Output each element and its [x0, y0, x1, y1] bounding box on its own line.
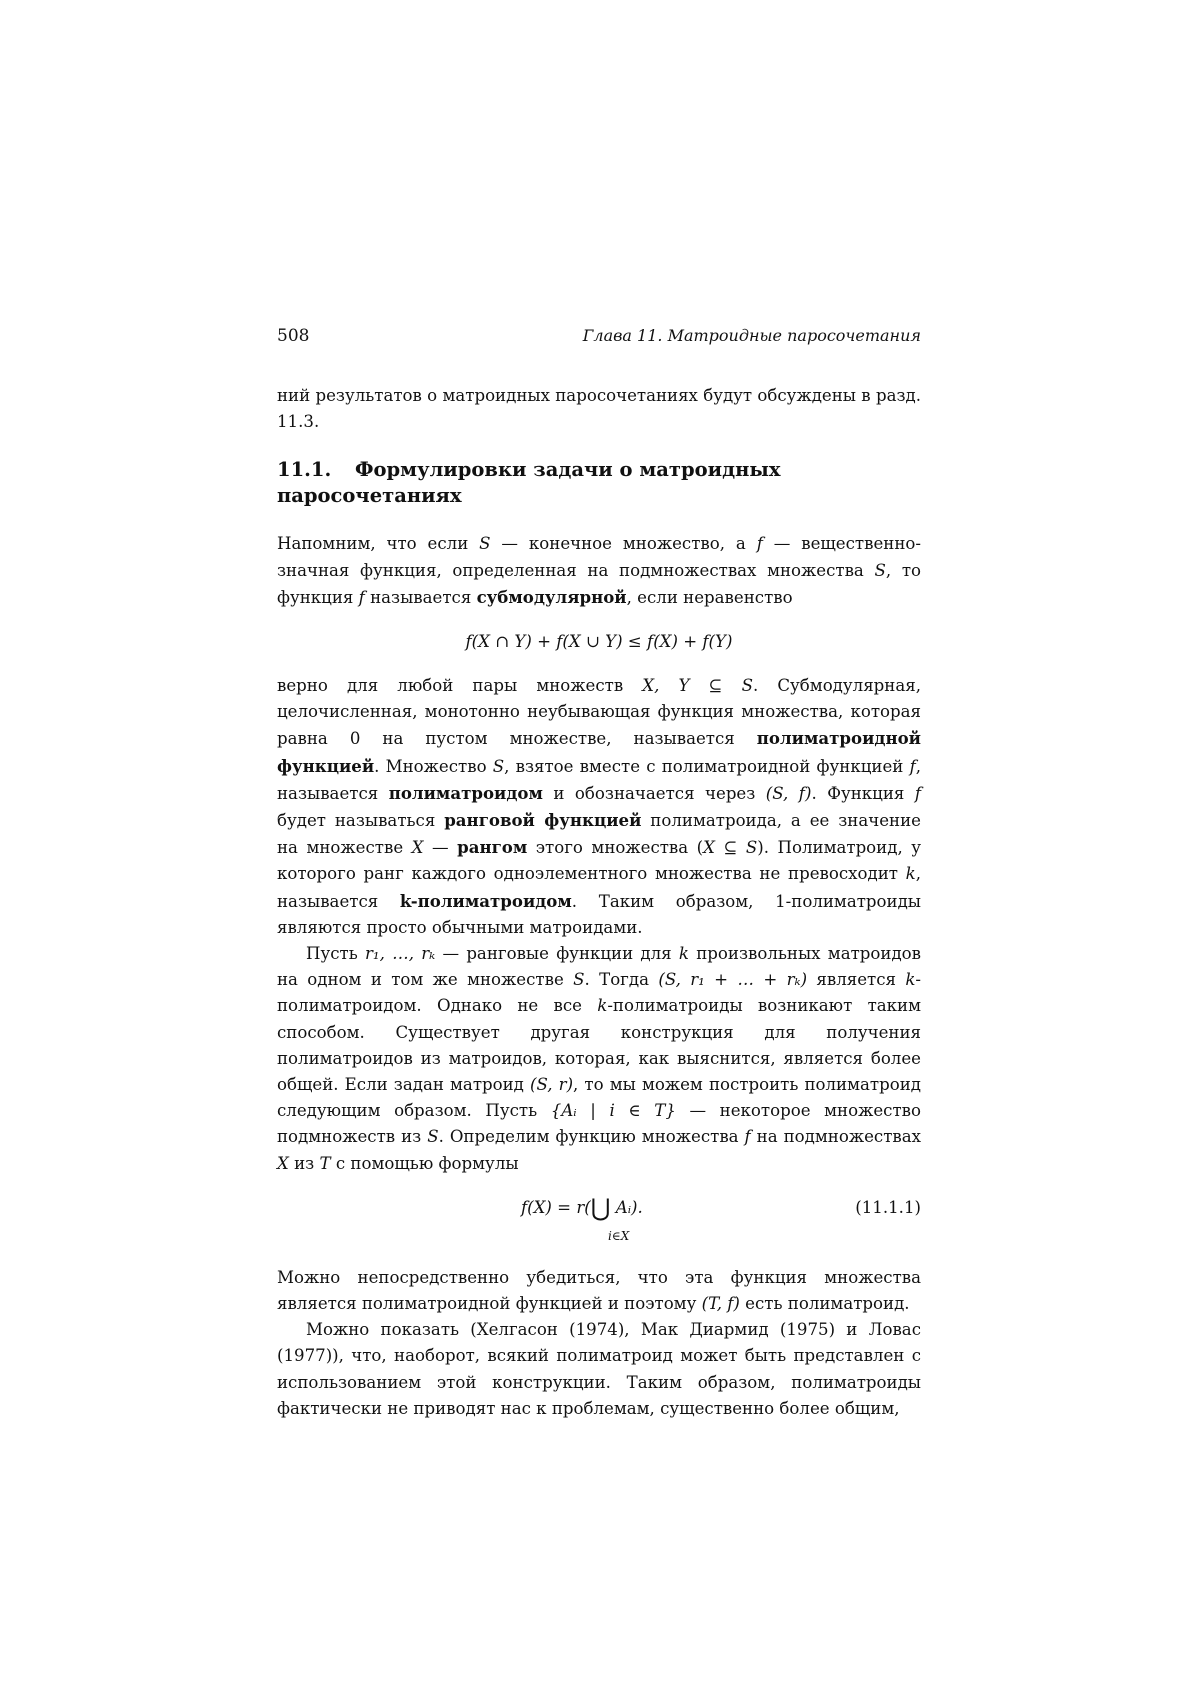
text-run: . Таким образом, 1-полиматроиды являются просто обычными матроидами.	[277, 891, 922, 937]
text-run: и обозначается через	[542, 783, 766, 803]
paragraph-verify	[277, 1265, 921, 1317]
text-run: , то мы можем построить полиматроид следующим образом. Пусть	[277, 1075, 921, 1121]
defined-term: полиматроидом	[388, 782, 543, 803]
text-run: с помощью формулы	[330, 1153, 519, 1173]
math-symbol: f	[756, 534, 763, 554]
math-symbol: S	[492, 756, 505, 776]
union-subscript: i∈X	[608, 1228, 630, 1243]
text-run: есть полиматроид.	[739, 1294, 910, 1314]
text-run: Напомним, что если	[277, 534, 480, 554]
math-symbol: k	[678, 944, 689, 964]
text-run: из	[288, 1153, 320, 1173]
text-run: этого множества (	[527, 838, 704, 858]
math-symbol: f	[358, 587, 365, 607]
text-run: Можно непосредственно убедиться, что эта функция множества является полиматроидной функцией и поэтому	[277, 1267, 921, 1314]
defined-term: рангом	[457, 837, 528, 858]
paragraph-submodular	[277, 531, 921, 611]
defined-term: полиматроидной функцией	[277, 728, 921, 776]
section-title: Формулировки задачи о матроидных паросочетаниях	[277, 458, 781, 508]
math-symbol: k	[905, 970, 916, 990]
text-run: является	[807, 970, 906, 990]
math-symbol: S	[573, 970, 585, 990]
text-run: -полиматроидом. Однако не все	[277, 970, 922, 1016]
body-text	[277, 383, 921, 1422]
math-symbol: X	[277, 1153, 289, 1173]
equation-number: (11.1.1)	[855, 1197, 921, 1217]
text-run: -полиматроиды возникают таким способом. Существует другая конструкция для получения полиматроидов из матроидов, которая, как выяснится, является более общей. Если задан матроид	[277, 996, 921, 1095]
paragraph-representation: Можно показать (Хелгасон (1974), Мак Диармид (1975) и Ловас (1977)), что, наоборот, всякий полиматроид может быть представлен с использованием этой конструкции. Таким образом, полиматроиды фактически не приводят нас к проблемам, существенно более общим,	[277, 1320, 921, 1418]
math-expr: {Aᵢ | i ∈ T}	[550, 1101, 676, 1121]
defined-term: ранговой функцией	[444, 810, 642, 831]
text-run: полиматроида, а ее значение на множестве	[277, 811, 921, 858]
text-run: , называется	[277, 864, 921, 911]
math-symbol: f	[744, 1127, 751, 1147]
math-symbol: f	[914, 783, 922, 803]
text-run: верно для любой пары множеств	[277, 676, 643, 696]
math-symbol: T	[319, 1153, 331, 1173]
math-expr: (S, r₁ + … + rₖ)	[658, 970, 808, 990]
text-run: —	[423, 838, 458, 858]
text-run: , называется	[277, 756, 921, 803]
defined-term: k-полиматроидом	[399, 890, 572, 911]
text-run: — некоторое множество подмножеств из	[277, 1101, 921, 1147]
section-heading	[277, 457, 921, 509]
text-run: , если неравенство	[626, 587, 793, 607]
math-symbol: f	[909, 756, 916, 776]
text-run: . Субмодулярная, целочисленная, монотонно неубывающая функция множества, которая равна 0 на пустом множестве, называется	[277, 676, 921, 749]
math-symbol: S	[479, 534, 491, 554]
math-expr: (S, r)	[530, 1075, 574, 1095]
page-number: 508	[277, 326, 310, 346]
math-symbol: S	[874, 560, 886, 580]
math-symbol: X	[411, 838, 424, 858]
running-title: Глава 11. Матроидные паросочетания	[582, 326, 921, 345]
formula-expression	[521, 1195, 643, 1221]
text-run: . Тогда	[584, 970, 659, 990]
text-run: . Функция	[811, 783, 915, 803]
running-head	[277, 326, 921, 352]
text-run: . Определим функцию множества	[438, 1127, 745, 1147]
book-page	[277, 0, 921, 1684]
math-symbol: S	[427, 1127, 439, 1147]
text-run: называется	[364, 587, 477, 607]
math-symbol: k	[905, 864, 916, 884]
math-expr: X, Y ⊆ S	[642, 676, 753, 696]
text-run: — конечное множество, а	[490, 534, 757, 554]
formula-left: f(X) = r(	[521, 1197, 591, 1217]
paragraph-polymatroid	[277, 673, 921, 941]
math-expr: r₁, …, rₖ	[365, 944, 436, 964]
union-symbol: ⋃	[590, 1193, 611, 1222]
text-run: будет называться	[277, 811, 445, 831]
paragraph-rank-functions	[277, 941, 921, 1177]
text-run: — вещественно-значная функция, определенная на подмножествах множества	[277, 534, 921, 580]
defined-term: субмодулярной	[476, 586, 627, 607]
text-run: . Множество	[374, 756, 493, 776]
math-symbol: k	[597, 996, 608, 1016]
math-expr: (S, f)	[765, 783, 812, 803]
formula-11-1-1	[277, 1191, 921, 1253]
math-expr: X ⊆ S	[703, 838, 758, 858]
text-run: ). Полиматроид, у которого ранг каждого одноэлементного множества не превосходит	[277, 838, 921, 884]
submodular-inequality: f(X ∩ Y) + f(X ∪ Y) ≤ f(X) + f(Y)	[465, 632, 733, 652]
text-run: произвольных матроидов на одном и том же множестве	[277, 944, 921, 990]
intro-fragment: ний результатов о матроидных паросочетаниях будут обсуждены в разд. 11.3.	[277, 386, 921, 432]
text-run: , то функция	[277, 560, 921, 607]
text-run: Пусть	[306, 944, 365, 964]
text-run: — ранговые функции для	[435, 944, 679, 964]
text-run: на подмножествах	[750, 1127, 921, 1147]
math-expr: (T, f)	[701, 1294, 740, 1314]
section-number: 11.1.	[277, 458, 332, 482]
formula-right: Aᵢ).	[615, 1197, 643, 1217]
text-run: , взятое вместе с полиматроидной функцией	[504, 756, 910, 776]
